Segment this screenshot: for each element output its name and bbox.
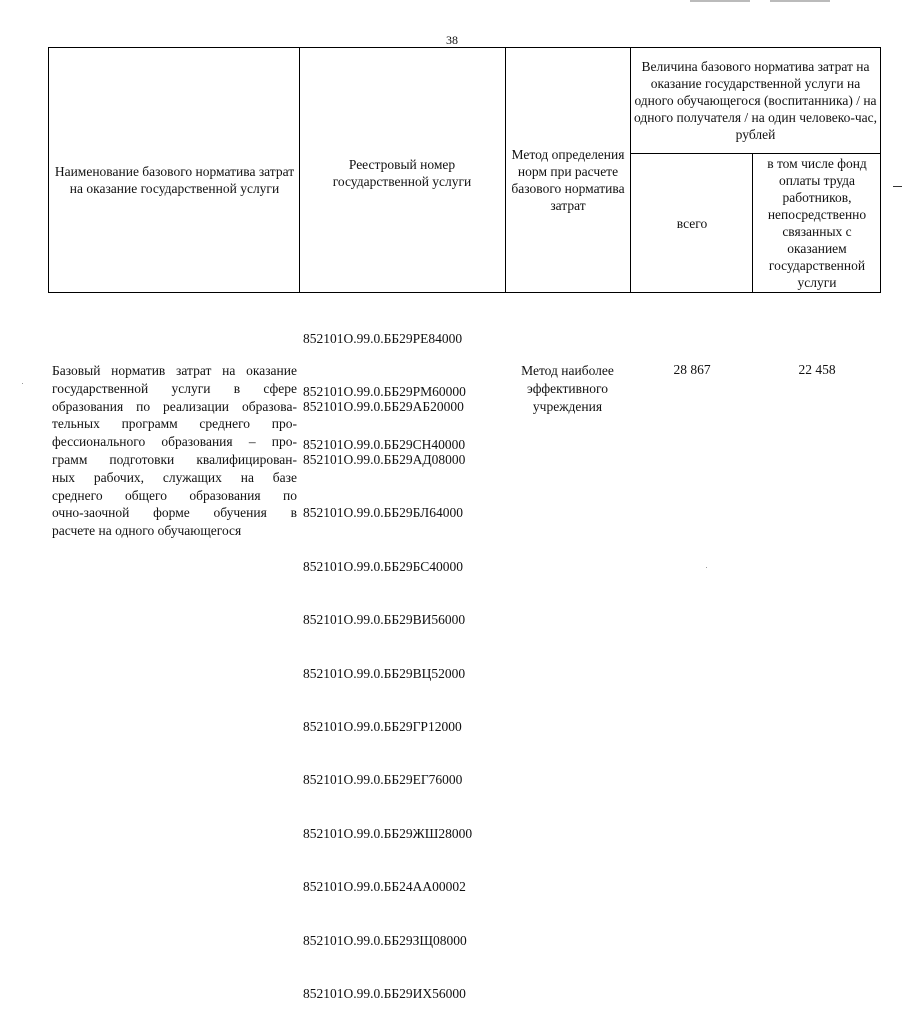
header-total: всего [676,215,708,231]
registry-code: 852101О.99.0.ББ29РМ60000 [303,383,466,399]
total-value: 28 867 [673,362,711,377]
registry-code: 852101О.99.0.ББ29АБ20000 [303,398,464,414]
registry-code: 852101О.99.0.ББ29ГР12000 [303,718,462,734]
header-name: Наименование базового норматива затрат на оказание государственной услуги [54,164,295,196]
header-method: Метод определения норм при расчете базового норматива затрат [511,147,625,213]
scan-mark [690,0,750,2]
header-registry-number: Реестровый номер государственной услуги [332,156,472,189]
registry-code: 852101О.99.0.ББ29ВЦ52000 [303,665,466,681]
registry-code: 852101О.99.0.ББ29ВИ56000 [303,612,466,628]
header-value-group: Величина базового норматива затрат на оказание государственной услуги на одного обучающегося (воспитанника) / на одного получателя / на один человеко-час, рублей [633,58,878,142]
header-payroll: в том числе фонд оплаты труда работников, непосредственно связанных с оказанием государственной услуги [767,156,867,290]
method-value: Метод наиболее эффективного учреждения [521,363,614,414]
registry-code: 852101О.99.0.ББ29АД08000 [303,451,466,467]
scan-speck [22,383,23,384]
scan-mark [770,0,830,2]
registry-code: 852101О.99.0.ББ29РЕ84000 [303,330,463,346]
registry-code: 852101О.99.0.ББ29ЖШ28000 [303,825,473,841]
registry-codes [303,362,472,1020]
scan-speck [706,567,707,568]
registry-code: 852101О.99.0.ББ29ЕГ76000 [303,772,463,788]
registry-code: 852101О.99.0.ББ29БС40000 [303,558,464,574]
registry-code: 852101О.99.0.ББ29БЛ64000 [303,505,463,521]
page-number: 38 [446,33,458,47]
norm-name: Базовый норматив затрат на оказание государственной услуги в сфере образования по реализации образова- тельных программ среднего про- фессионального образования – про- грамм подготовки квалифицирован- ных рабочих, служащих на базе среднего общего образования по очно-заочной форме обучения в расчете на одного обучающегося [52,363,297,539]
registry-code: 852101О.99.0.ББ29ИХ56000 [303,985,466,1001]
registry-code: 852101О.99.0.ББ24АА00002 [303,879,466,895]
registry-code: 852101О.99.0.ББ29ЗЩ08000 [303,932,467,948]
registry-code: 852101О.99.0.ББ29СН40000 [303,437,466,453]
payroll-value: 22 458 [798,362,836,377]
scan-mark [893,186,902,187]
